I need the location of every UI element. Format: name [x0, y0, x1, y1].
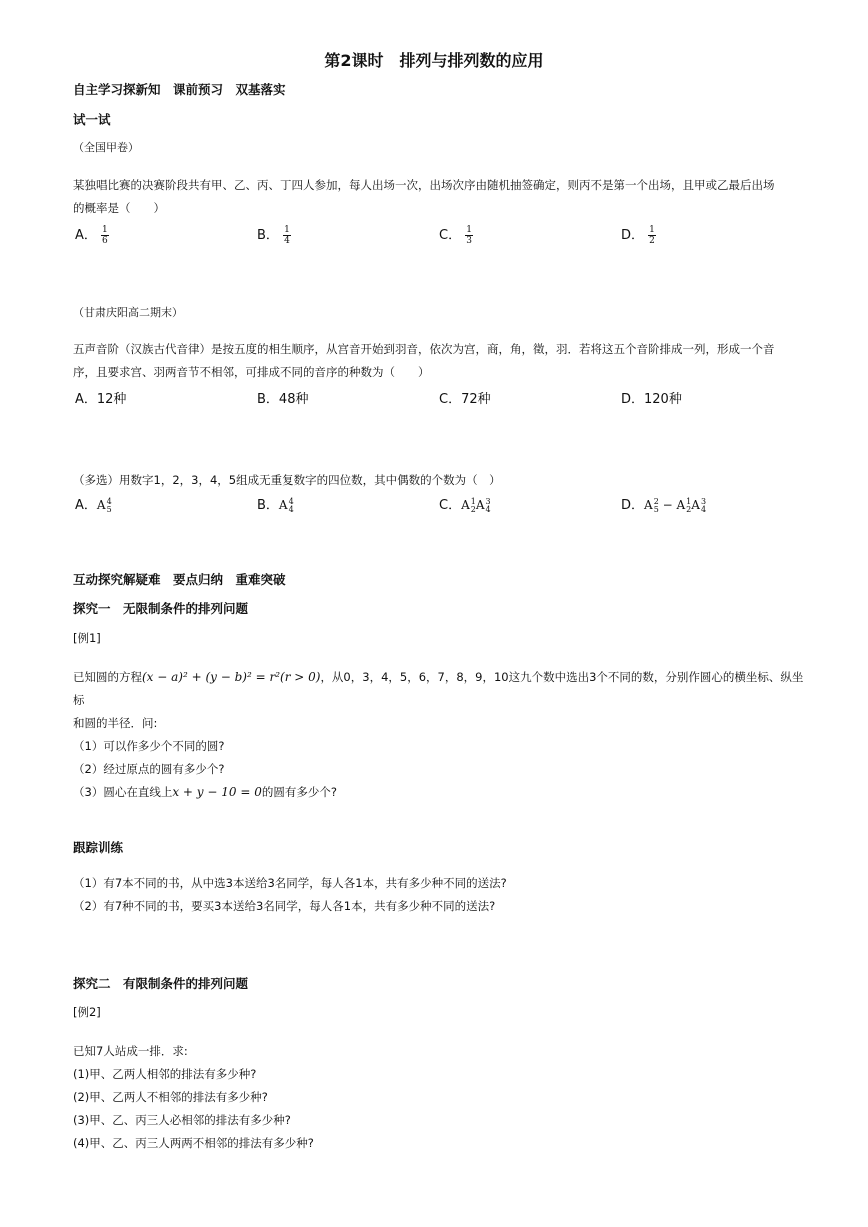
arrangement-symbol: A 4 4 — [278, 496, 294, 514]
fraction: $\frac{1}{2}$ — [649, 225, 655, 246]
example1-line2: 和圆的半径．问: — [73, 716, 158, 730]
example2-q1: (1)甲、乙两人相邻的排法有多少种? — [73, 1067, 257, 1081]
q2-option-b: B．48种 — [257, 392, 309, 407]
arrangement-symbol: A 2 5 − A 1 2 A 3 4 — [644, 496, 707, 514]
q2-stem-line1: 五声音阶（汉族古代音律）是按五度的相生顺序，从宫音开始到羽音，依次为宫，商，角，徵，羽．若将这五个音阶排成一列，形成一个音 — [73, 342, 775, 356]
example2-q3: (3)甲、乙、丙三人必相邻的排法有多少种? — [73, 1113, 291, 1127]
line-equation: x + y − 10 = 0 — [172, 785, 262, 799]
fraction: $\frac{1}{4}$ — [284, 225, 290, 246]
q1-stem — [73, 174, 808, 220]
q2-options — [73, 388, 813, 410]
example1-stem — [73, 666, 808, 804]
q3-option-a: A．A 4 5 — [75, 496, 112, 514]
q3-stem: （多选）用数字1，2，3，4，5组成无重复数字的四位数，其中偶数的个数为（ ） — [73, 473, 501, 487]
q2-option-a: A．12种 — [75, 392, 127, 407]
q1-stem-line2: 的概率是（ ） — [73, 201, 165, 215]
circle-equation: (x − a)² + (y − b)² = r²(r > 0) — [142, 670, 321, 684]
q2-option-c: C．72种 — [439, 392, 491, 407]
q1-source: （全国甲卷） — [73, 141, 139, 154]
q2-stem-line2: 序，且要求宫、羽两音节不相邻，可排成不同的音序的种数为（ ） — [73, 365, 430, 379]
q3-option-b: B．A 4 4 — [257, 496, 294, 514]
example1-q2: （2）经过原点的圆有多少个? — [73, 762, 225, 776]
q3-options — [73, 494, 813, 516]
section-heading-self-study: 自主学习探新知 课前预习 双基落实 — [73, 82, 286, 97]
example1-line1: 已知圆的方程(x − a)² + (y − b)² = r²(r > 0)，从0，3，4，5，6，7，8，9，10这九个数中选出3个不同的数，分别作圆心的横坐标、纵坐标 — [73, 670, 804, 707]
fraction: $\frac{1}{3}$ — [466, 225, 472, 246]
example2-intro: 已知7人站成一排．求: — [73, 1044, 188, 1058]
example2-label: [例2] — [73, 1005, 101, 1019]
example2-stem — [73, 1040, 808, 1155]
fraction: $\frac{1}{6}$ — [102, 225, 108, 246]
q2-source: （甘肃庆阳高二期末） — [73, 306, 183, 319]
practice-heading: 跟踪训练 — [73, 840, 124, 855]
q1-option-a: A． $\frac{1}{6}$ — [75, 225, 108, 246]
q3-option-d: D．A 2 5 − A 1 2 A 3 4 — [621, 496, 707, 514]
explore2-heading: 探究二 有限制条件的排列问题 — [73, 976, 249, 991]
example1-q1: （1）可以作多少个不同的圆? — [73, 739, 225, 753]
q2-option-d: D．120种 — [621, 392, 682, 407]
explore1-heading: 探究一 无限制条件的排列问题 — [73, 601, 249, 616]
practice-q1: （1）有7本不同的书，从中选3本送给3名同学，每人各1本，共有多少种不同的送法? — [73, 876, 507, 890]
example2-q4: (4)甲、乙、丙三人两两不相邻的排法有多少种? — [73, 1136, 314, 1150]
try-heading: 试一试 — [73, 112, 111, 127]
example2-q2: (2)甲、乙两人不相邻的排法有多少种? — [73, 1090, 268, 1104]
q1-option-b: B． $\frac{1}{4}$ — [257, 225, 290, 246]
practice-q2: （2）有7种不同的书，要买3本送给3名同学，每人各1本，共有多少种不同的送法? — [73, 899, 496, 913]
example1-label: [例1] — [73, 631, 101, 645]
q1-stem-line1: 某独唱比赛的决赛阶段共有甲、乙、丙、丁四人参加，每人出场一次，出场次序由随机抽签确定，则丙不是第一个出场，且甲或乙最后出场 — [73, 178, 775, 192]
example1-q3: （3）圆心在直线上x + y − 10 = 0的圆有多少个? — [73, 785, 337, 799]
q1-options — [73, 224, 813, 246]
q3-option-c: C．A 1 2 A 3 4 — [439, 496, 491, 514]
arrangement-symbol: A 1 2 A 3 4 — [461, 496, 491, 514]
arrangement-symbol: A 4 5 — [96, 496, 112, 514]
q1-option-d: D． $\frac{1}{2}$ — [621, 225, 655, 246]
q2-stem — [73, 338, 808, 384]
section-heading-explore: 互动探究解疑难 要点归纳 重难突破 — [73, 572, 286, 587]
practice-questions — [73, 872, 808, 918]
q1-option-c: C． $\frac{1}{3}$ — [439, 225, 472, 246]
page-title: 第2课时 排列与排列数的应用 — [324, 51, 544, 70]
